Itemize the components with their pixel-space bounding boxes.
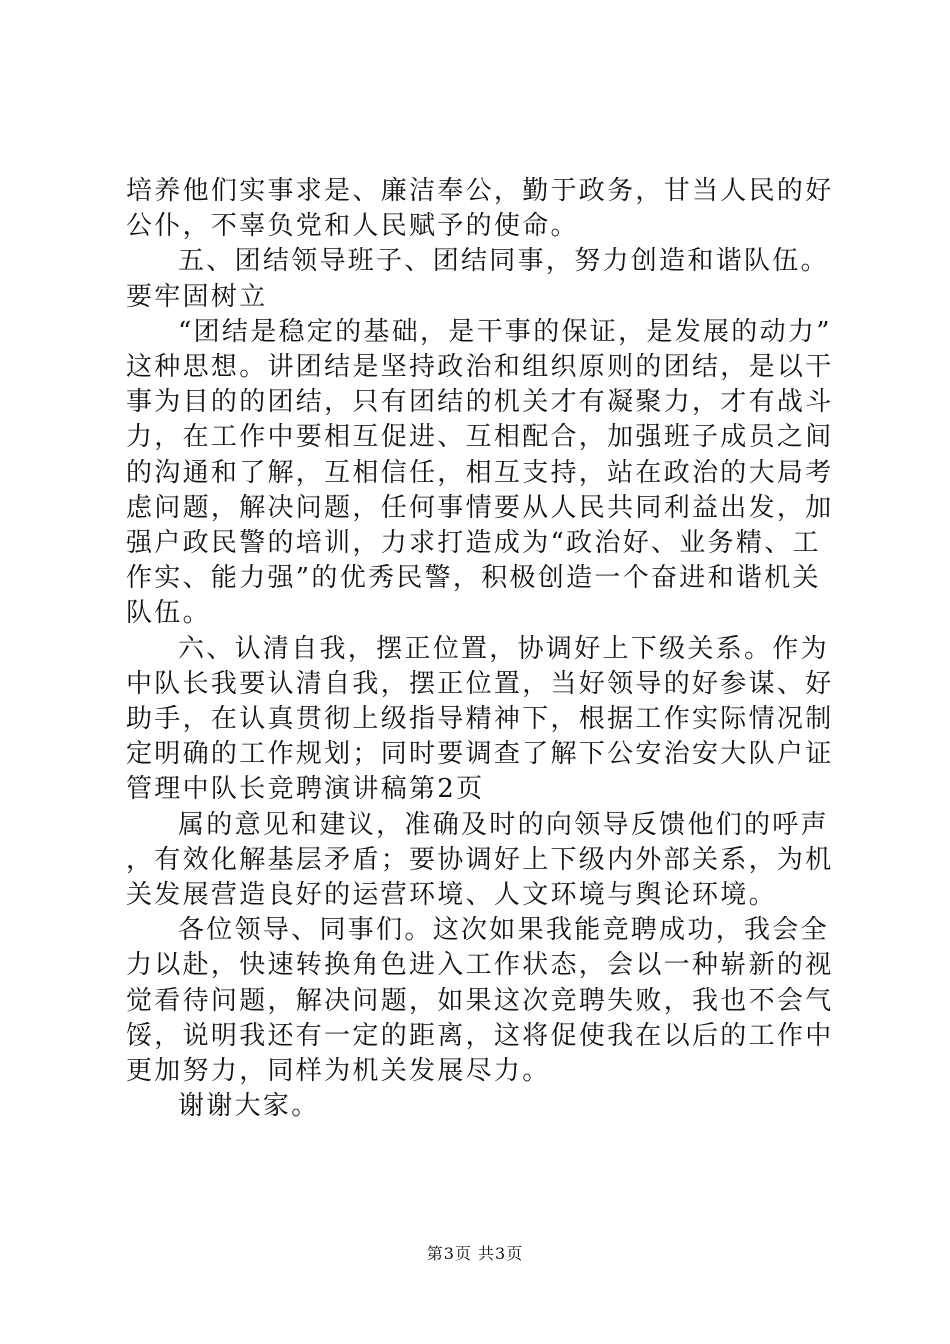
document-body: [126, 174, 841, 1124]
paragraph-3: “团结是稳定的基础，是干事的保证，是发展的动力”这种思想。讲团结是坚持政治和组织原则的团结，是以干事为目的的团结，只有团结的机关才有凝聚力，才有战斗力，在工作中要相互促进、互相配合，加强班子成员之间的沟通和了解，互相信任，相互支持，站在政治的大局考虑问题，解决问题，任何事情要从人民共同利益出发，加强户政民警的培训，力求打造成为“政治好、业务精、工作实、能力强”的优秀民警，积极创造一个奋进和谐机关队伍。: [126, 316, 834, 629]
paragraph-7: 谢谢大家。: [178, 1091, 320, 1122]
page-footer: 第3页 共3页: [426, 1244, 524, 1263]
paragraph-2: 五、团结领导班子、团结同事，努力创造和谐队伍。要牢固树立: [126, 246, 829, 312]
paragraph-5: 属的意见和建议，准确及时的向领导反馈他们的呼声，有效化解基层矛盾；要协调好上下级内外部关系，为机关发展营造良好的运营环境、人文环境与舆论环境。: [126, 809, 834, 911]
paragraph-6: 各位领导、同事们。这次如果我能竞聘成功，我会全力以赴，快速转换角色进入工作状态，会以一种崭新的视觉看待问题，解决问题，如果这次竞聘失败，我也不会气馁，说明我还有一定的距离，这将促使我在以后的工作中更加努力，同样为机关发展尽力。: [126, 915, 834, 1087]
paragraph-4: 六、认清自我，摆正位置，协调好上下级关系。作为中队长我要认清自我，摆正位置，当好领导的好参谋、好助手，在认真贯彻上级指导精神下，根据工作实际情况制定明确的工作规划；同时要调查了解下公安治安大队户证管理中队长竞聘演讲稿第2页: [126, 633, 834, 805]
paragraph-1: 培养他们实事求是、廉洁奉公，勤于政务，甘当人民的好公仆，不辜负党和人民赋予的使命。: [126, 176, 834, 242]
